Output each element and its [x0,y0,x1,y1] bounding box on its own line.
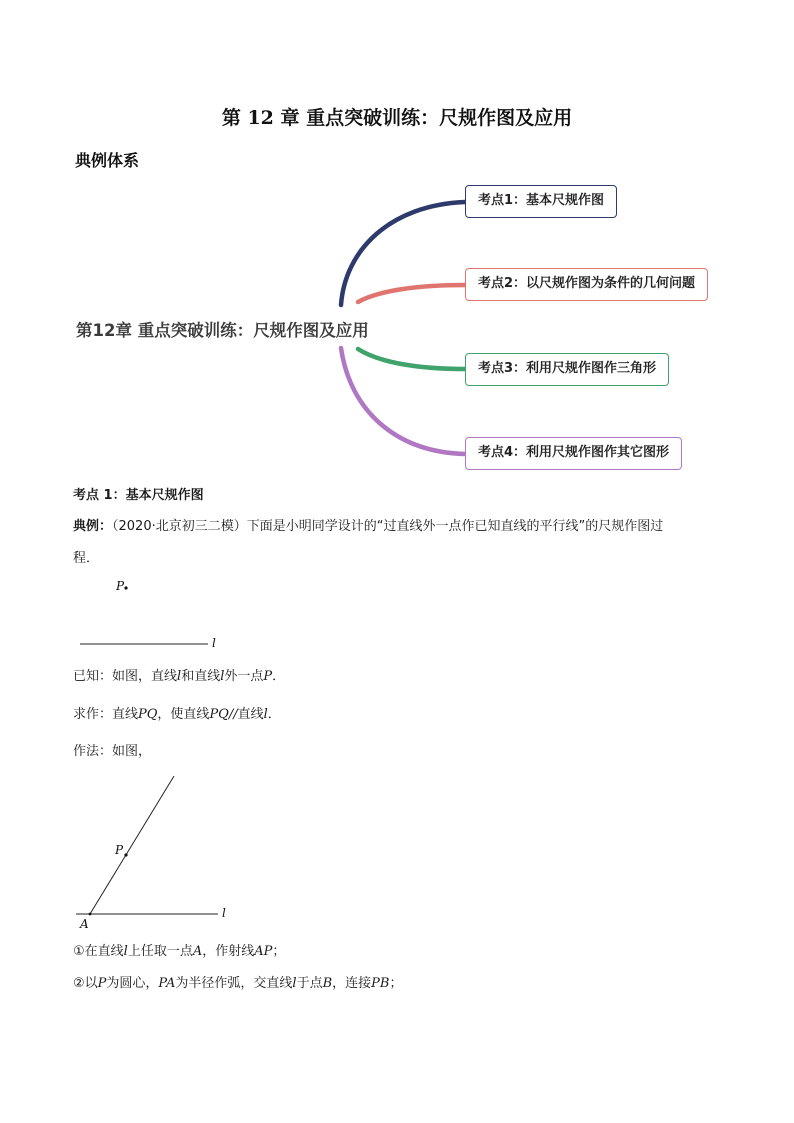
seek-line: 求作：直线PQ，使直线PQ//直线l． [73,707,281,722]
example-label: 典例： [73,519,113,534]
branch-curve-2 [358,285,465,302]
kaodian-heading: 考点 1：基本尺规作图 [73,488,204,503]
section-heading: 典例体系 [75,151,140,170]
example-text: （2020·北京初三二模）下面是小明同学设计的“过直线外一点作已知直线的平行线”的尺规作图过 [112,519,664,534]
example-line [73,515,663,534]
mindmap-branch-3: 考点3：利用尺规作图作三角形 [465,353,669,386]
step-1: ①在直线l上任取一点A，作射线AP； [73,944,286,959]
mindmap-branch-4: 考点4：利用尺规作图作其它图形 [465,437,682,470]
page-title: 第 12 章 重点突破训练：尺规作图及应用 [221,107,573,129]
method-line: 作法：如图， [73,744,152,759]
fig2-line-l: l [222,906,226,920]
step-2: ②以P为圆心，PA为半径作弧，交直线l于点B，连接PB； [73,976,403,991]
branch-curve-3 [358,349,465,369]
fig2-point-A: A [80,917,89,931]
mindmap-center-topic: 第12章 重点突破训练：尺规作图及应用 [76,321,369,340]
example-text-cont: 程． [73,551,100,566]
mindmap-branch-2: 考点2：以尺规作图为条件的几何问题 [465,268,708,301]
fig2-point-P: P [115,843,124,857]
mindmap-branch-1: 考点1：基本尺规作图 [465,185,617,218]
fig1-point-P: P [116,579,125,593]
figure-ray-construction [70,768,240,928]
fig1-line-l: l [212,636,216,650]
known-line: 已知：如图，直线l和直线l外一点P． [73,669,286,684]
